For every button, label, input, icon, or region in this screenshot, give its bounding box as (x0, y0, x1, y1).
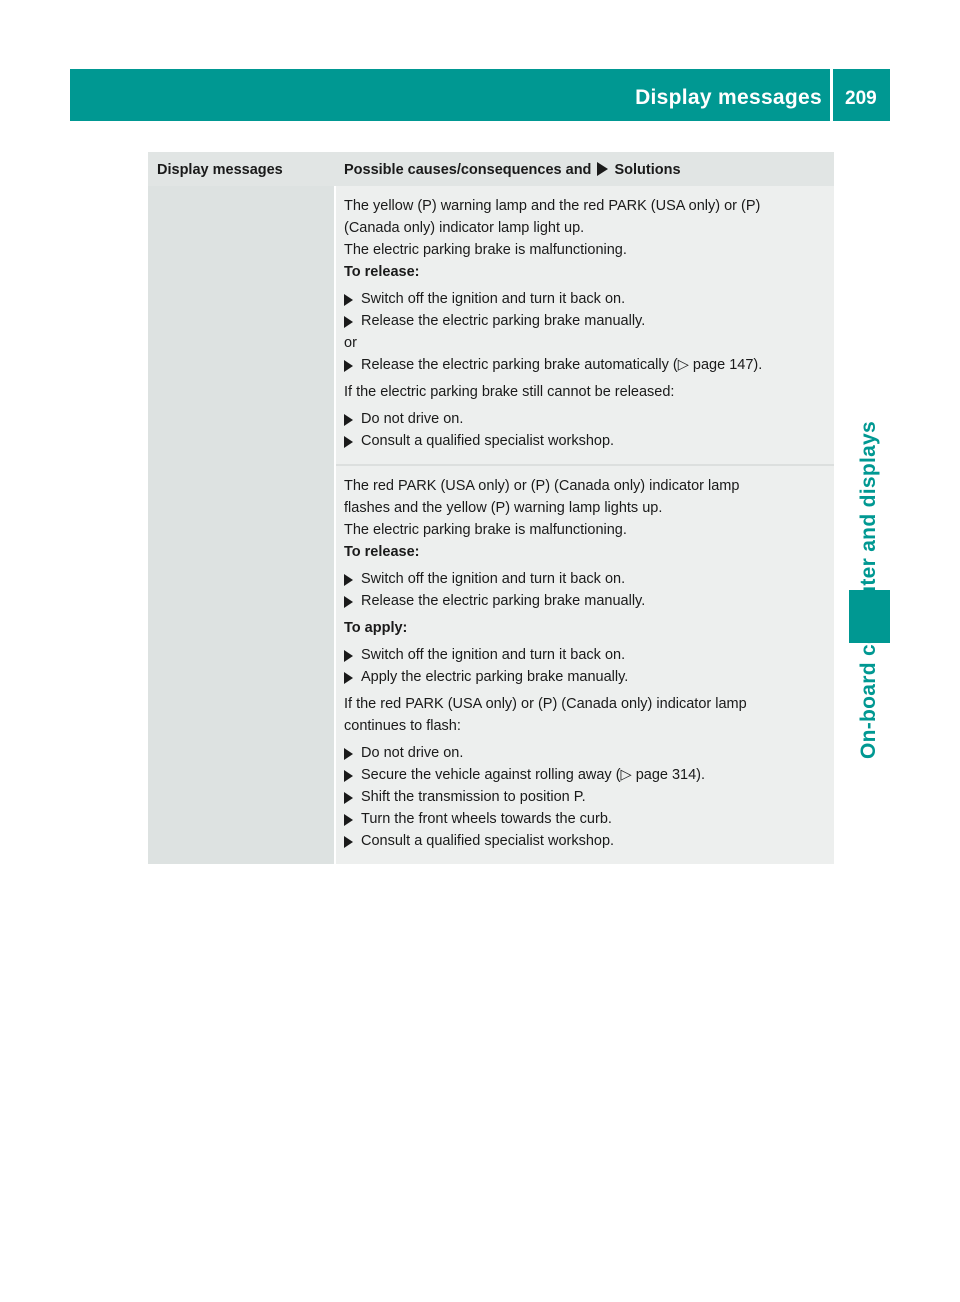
page-section-title: Display messages (635, 86, 822, 109)
cause-text: The electric parking brake is malfunctioning. (344, 522, 627, 538)
step-item: Switch off the ignition and turn it back on. (344, 290, 826, 309)
or-text: or (344, 335, 357, 351)
intro-line: The red PARK (USA only) or (P) (Canada only) indicator lamp (344, 478, 740, 494)
action-arrow-icon (597, 162, 608, 176)
step-item: Release the electric parking brake manually. (344, 592, 826, 611)
step-arrow-icon (344, 414, 353, 426)
column-header-solutions (335, 152, 834, 186)
column-header-display-messages: Display messages (148, 152, 335, 186)
step-arrow-icon (344, 436, 353, 448)
step-item: Do not drive on. (344, 744, 826, 763)
step-arrow-icon (344, 770, 353, 782)
display-message-cell (148, 186, 335, 864)
display-messages-table (148, 152, 834, 864)
step-arrow-icon (344, 836, 353, 848)
table-header-row (148, 152, 834, 186)
step-item: Turn the front wheels towards the curb. (344, 810, 826, 829)
step-item: Switch off the ignition and turn it back on. (344, 570, 826, 589)
step-item: Consult a qualified specialist workshop. (344, 432, 826, 451)
intro-line: The yellow (P) warning lamp and the red PARK (USA only) or (P) (344, 198, 761, 214)
step-item: Do not drive on. (344, 410, 826, 429)
step-arrow-icon (344, 294, 353, 306)
step-item: Release the electric parking brake manually. (344, 312, 826, 331)
solution-cell (335, 465, 834, 864)
step-item: Switch off the ignition and turn it back on. (344, 646, 826, 665)
step-item: Release the electric parking brake automatically (▷ page 147). (344, 356, 826, 375)
header-solutions-text: Solutions (614, 162, 681, 178)
apply-heading: To apply: (344, 620, 408, 636)
step-item: Shift the transmission to position P. (344, 788, 826, 807)
step-arrow-icon (344, 650, 353, 662)
header-divider (830, 69, 833, 121)
release-heading: To release: (344, 544, 420, 560)
step-item: Apply the electric parking brake manually. (344, 668, 826, 687)
side-tab-marker (849, 590, 890, 643)
step-arrow-icon (344, 574, 353, 586)
release-heading: To release: (344, 264, 420, 280)
step-item: Secure the vehicle against rolling away (▷ page 314). (344, 766, 826, 785)
step-arrow-icon (344, 814, 353, 826)
intro-line: (Canada only) indicator lamp light up. (344, 220, 585, 236)
step-arrow-icon (344, 316, 353, 328)
table-row (148, 186, 834, 465)
solution-cell (335, 186, 834, 465)
flash-text: If the red PARK (USA only) or (P) (Canada only) indicator lamp (344, 696, 747, 712)
header-causes-text: Possible causes/consequences and (344, 162, 592, 178)
step-arrow-icon (344, 672, 353, 684)
step-item: Consult a qualified specialist workshop. (344, 832, 826, 851)
still-text: If the electric parking brake still cannot be released: (344, 384, 675, 400)
step-arrow-icon (344, 748, 353, 760)
cause-text: The electric parking brake is malfunctioning. (344, 242, 627, 258)
flash-text: continues to flash: (344, 718, 461, 734)
intro-line: flashes and the yellow (P) warning lamp lights up. (344, 500, 663, 516)
step-arrow-icon (344, 360, 353, 372)
step-arrow-icon (344, 792, 353, 804)
step-arrow-icon (344, 596, 353, 608)
page-number: 209 (845, 88, 877, 109)
